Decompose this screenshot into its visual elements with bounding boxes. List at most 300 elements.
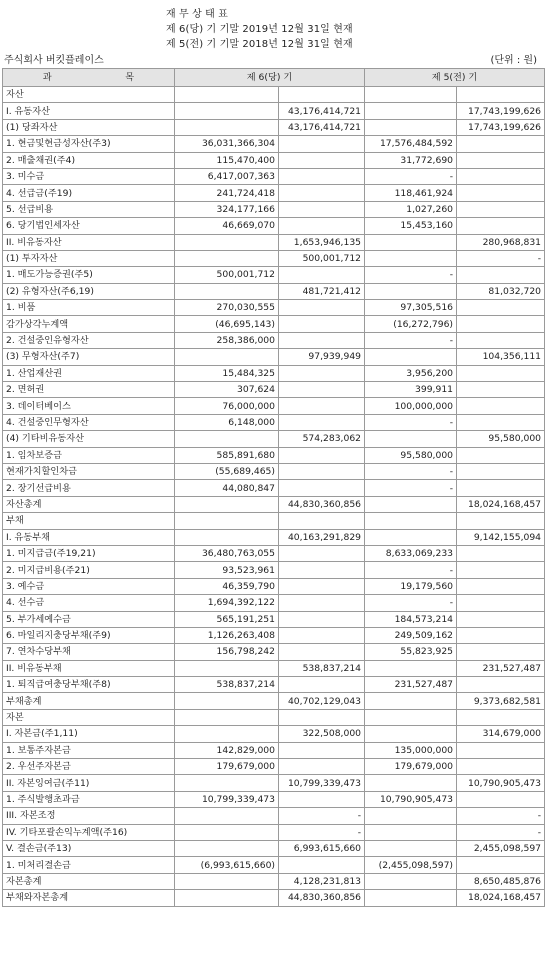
amount-cell-c2 — [279, 316, 365, 332]
current-period-header: 제 6(당) 기 — [175, 69, 365, 87]
account-name: 1. 보통주자본금 — [3, 742, 175, 758]
amount-cell-c3 — [365, 513, 457, 529]
table-row — [3, 824, 545, 840]
amount-cell-c3: 97,305,516 — [365, 300, 457, 316]
amount-cell-c3 — [365, 709, 457, 725]
amount-cell-c3: (16,272,796) — [365, 316, 457, 332]
amount-cell-c1: 156,798,242 — [175, 644, 279, 660]
amount-cell-c2 — [279, 562, 365, 578]
amount-cell-c4 — [457, 709, 545, 725]
amount-cell-c4 — [457, 152, 545, 168]
amount-cell-c1: 10,799,339,473 — [175, 791, 279, 807]
amount-cell-c1 — [175, 349, 279, 365]
table-row — [3, 447, 545, 463]
amount-cell-c3 — [365, 840, 457, 856]
table-row — [3, 677, 545, 693]
amount-cell-c4: 17,743,199,626 — [457, 119, 545, 135]
account-name: 6. 마일리지충당부채(주9) — [3, 627, 175, 643]
amount-cell-c2 — [279, 595, 365, 611]
amount-cell-c4: 8,650,485,876 — [457, 873, 545, 889]
account-name: II. 자본잉여금(주11) — [3, 775, 175, 791]
amount-cell-c2: 6,993,615,660 — [279, 840, 365, 856]
table-row — [3, 365, 545, 381]
amount-cell-c2 — [279, 382, 365, 398]
amount-cell-c2 — [279, 644, 365, 660]
amount-cell-c4 — [457, 578, 545, 594]
amount-cell-c4: 280,968,831 — [457, 234, 545, 250]
subject-header — [3, 69, 175, 87]
table-row — [3, 185, 545, 201]
amount-cell-c4 — [457, 644, 545, 660]
amount-cell-c1: 307,624 — [175, 382, 279, 398]
amount-cell-c4 — [457, 545, 545, 561]
amount-cell-c4: 10,790,905,473 — [457, 775, 545, 791]
table-row — [3, 398, 545, 414]
account-name: 4. 선급금(주19) — [3, 185, 175, 201]
amount-cell-c4 — [457, 300, 545, 316]
table-row — [3, 595, 545, 611]
amount-cell-c4 — [457, 185, 545, 201]
account-name: 2. 미지급비용(주21) — [3, 562, 175, 578]
amount-cell-c4 — [457, 857, 545, 873]
amount-cell-c3 — [365, 349, 457, 365]
table-row — [3, 873, 545, 889]
amount-cell-c2 — [279, 513, 365, 529]
amount-cell-c3: - — [365, 480, 457, 496]
account-name: (3) 무형자산(주7) — [3, 349, 175, 365]
amount-cell-c1 — [175, 726, 279, 742]
statement-title: 재 무 상 태 표 — [166, 9, 228, 20]
amount-cell-c1 — [175, 824, 279, 840]
amount-cell-c4 — [457, 742, 545, 758]
previous-period-line: 제 5(전) 기 기말 2018년 12월 31일 현재 — [166, 39, 353, 50]
table-row — [3, 480, 545, 496]
amount-cell-c2: 44,830,360,856 — [279, 496, 365, 512]
account-name: 4. 건설중인무형자산 — [3, 414, 175, 430]
table-row — [3, 267, 545, 283]
amount-cell-c3 — [365, 283, 457, 299]
table-row — [3, 119, 545, 135]
account-name: 1. 비품 — [3, 300, 175, 316]
amount-cell-c1: 500,001,712 — [175, 267, 279, 283]
amount-cell-c1: 142,829,000 — [175, 742, 279, 758]
amount-cell-c4: 2,455,098,597 — [457, 840, 545, 856]
amount-cell-c1 — [175, 890, 279, 906]
account-name: I. 유동자산 — [3, 103, 175, 119]
amount-cell-c1 — [175, 496, 279, 512]
amount-cell-c2: 40,163,291,829 — [279, 529, 365, 545]
table-row — [3, 496, 545, 512]
amount-cell-c3 — [365, 873, 457, 889]
amount-cell-c3 — [365, 250, 457, 266]
amount-cell-c2 — [279, 300, 365, 316]
amount-cell-c4 — [457, 595, 545, 611]
amount-cell-c4: 95,580,000 — [457, 431, 545, 447]
account-name: II. 비유동자산 — [3, 234, 175, 250]
amount-cell-c3 — [365, 890, 457, 906]
table-row — [3, 529, 545, 545]
amount-cell-c3: - — [365, 562, 457, 578]
amount-cell-c4 — [457, 447, 545, 463]
amount-cell-c2: 44,830,360,856 — [279, 890, 365, 906]
table-row — [3, 382, 545, 398]
amount-cell-c3: 3,956,200 — [365, 365, 457, 381]
amount-cell-c4 — [457, 267, 545, 283]
table-row — [3, 840, 545, 856]
table-row — [3, 136, 545, 152]
amount-cell-c2: 97,939,949 — [279, 349, 365, 365]
amount-cell-c2 — [279, 365, 365, 381]
amount-cell-c2: 322,508,000 — [279, 726, 365, 742]
amount-cell-c3: 95,580,000 — [365, 447, 457, 463]
amount-cell-c3 — [365, 529, 457, 545]
amount-cell-c1 — [175, 250, 279, 266]
amount-cell-c4: 9,142,155,094 — [457, 529, 545, 545]
amount-cell-c4: - — [457, 808, 545, 824]
account-name: 부채와자본총계 — [3, 890, 175, 906]
amount-cell-c2 — [279, 447, 365, 463]
amount-cell-c1: 241,724,418 — [175, 185, 279, 201]
amount-cell-c3 — [365, 103, 457, 119]
amount-cell-c2 — [279, 759, 365, 775]
amount-cell-c1: 93,523,961 — [175, 562, 279, 578]
account-name: (1) 투자자산 — [3, 250, 175, 266]
table-row — [3, 414, 545, 430]
table-row — [3, 578, 545, 594]
table-header-row — [3, 69, 545, 87]
account-name: 3. 예수금 — [3, 578, 175, 594]
amount-cell-c1: (6,993,615,660) — [175, 857, 279, 873]
amount-cell-c3 — [365, 660, 457, 676]
account-name: 1. 산업재산권 — [3, 365, 175, 381]
amount-cell-c1: 538,837,214 — [175, 677, 279, 693]
amount-cell-c4: 81,032,720 — [457, 283, 545, 299]
amount-cell-c1: 15,484,325 — [175, 365, 279, 381]
amount-cell-c4 — [457, 677, 545, 693]
amount-cell-c4 — [457, 513, 545, 529]
amount-cell-c1: 36,031,366,304 — [175, 136, 279, 152]
amount-cell-c1: 324,177,166 — [175, 201, 279, 217]
amount-cell-c3: - — [365, 168, 457, 184]
table-row — [3, 201, 545, 217]
table-row — [3, 742, 545, 758]
amount-cell-c3: 8,633,069,233 — [365, 545, 457, 561]
account-name: (4) 기타비유동자산 — [3, 431, 175, 447]
account-name: 2. 매출채권(주4) — [3, 152, 175, 168]
amount-cell-c2 — [279, 742, 365, 758]
amount-cell-c2: 538,837,214 — [279, 660, 365, 676]
account-name: 자본 — [3, 709, 175, 725]
account-name: 부채 — [3, 513, 175, 529]
account-name: 2. 우선주자본금 — [3, 759, 175, 775]
amount-cell-c4 — [457, 627, 545, 643]
amount-cell-c3: 399,911 — [365, 382, 457, 398]
amount-cell-c2 — [279, 201, 365, 217]
amount-cell-c4 — [457, 316, 545, 332]
previous-period-header: 제 5(전) 기 — [365, 69, 545, 87]
account-name: (1) 당좌자산 — [3, 119, 175, 135]
amount-cell-c1 — [175, 775, 279, 791]
account-name: 2. 면허권 — [3, 382, 175, 398]
account-name: 5. 부가세예수금 — [3, 611, 175, 627]
account-name: 4. 선수금 — [3, 595, 175, 611]
amount-cell-c2 — [279, 709, 365, 725]
amount-cell-c2 — [279, 414, 365, 430]
amount-cell-c1: 1,694,392,122 — [175, 595, 279, 611]
amount-cell-c3: 179,679,000 — [365, 759, 457, 775]
account-name: 7. 연차수당부채 — [3, 644, 175, 660]
account-name: 자본총계 — [3, 873, 175, 889]
current-period-line: 제 6(당) 기 기말 2019년 12월 31일 현재 — [166, 24, 353, 35]
amount-cell-c2: 1,653,946,135 — [279, 234, 365, 250]
account-name: 자산 — [3, 87, 175, 103]
amount-cell-c2: 10,799,339,473 — [279, 775, 365, 791]
account-name: 1. 임차보증금 — [3, 447, 175, 463]
account-name: 5. 선급비용 — [3, 201, 175, 217]
amount-cell-c4: 18,024,168,457 — [457, 890, 545, 906]
amount-cell-c1 — [175, 693, 279, 709]
amount-cell-c3: 10,790,905,473 — [365, 791, 457, 807]
amount-cell-c1: (46,695,143) — [175, 316, 279, 332]
table-row — [3, 693, 545, 709]
amount-cell-c4: 231,527,487 — [457, 660, 545, 676]
table-row — [3, 660, 545, 676]
amount-cell-c1: (55,689,465) — [175, 463, 279, 479]
amount-cell-c3 — [365, 87, 457, 103]
amount-cell-c1: 1,126,263,408 — [175, 627, 279, 643]
amount-cell-c3: 184,573,214 — [365, 611, 457, 627]
amount-cell-c4: - — [457, 250, 545, 266]
amount-cell-c1: 46,359,790 — [175, 578, 279, 594]
amount-cell-c1 — [175, 513, 279, 529]
amount-cell-c1 — [175, 808, 279, 824]
amount-cell-c2 — [279, 185, 365, 201]
table-row — [3, 103, 545, 119]
account-name: III. 자본조정 — [3, 808, 175, 824]
amount-cell-c4 — [457, 759, 545, 775]
amount-cell-c3 — [365, 496, 457, 512]
amount-cell-c4: 9,373,682,581 — [457, 693, 545, 709]
amount-cell-c2 — [279, 480, 365, 496]
table-row — [3, 726, 545, 742]
amount-cell-c2: 481,721,412 — [279, 283, 365, 299]
amount-cell-c4 — [457, 791, 545, 807]
amount-cell-c4 — [457, 136, 545, 152]
amount-cell-c2 — [279, 168, 365, 184]
table-row — [3, 644, 545, 660]
amount-cell-c1: 6,148,000 — [175, 414, 279, 430]
amount-cell-c3 — [365, 824, 457, 840]
amount-cell-c1: 44,080,847 — [175, 480, 279, 496]
unit-label: (단위 : 원) — [490, 55, 537, 66]
amount-cell-c4 — [457, 332, 545, 348]
amount-cell-c2 — [279, 545, 365, 561]
amount-cell-c2: 574,283,062 — [279, 431, 365, 447]
amount-cell-c1 — [175, 529, 279, 545]
account-name: I. 자본금(주1,11) — [3, 726, 175, 742]
account-name: 3. 미수금 — [3, 168, 175, 184]
amount-cell-c1: 565,191,251 — [175, 611, 279, 627]
amount-cell-c4 — [457, 382, 545, 398]
amount-cell-c2: - — [279, 824, 365, 840]
amount-cell-c3 — [365, 775, 457, 791]
amount-cell-c4: 314,679,000 — [457, 726, 545, 742]
amount-cell-c4: 17,743,199,626 — [457, 103, 545, 119]
amount-cell-c4 — [457, 201, 545, 217]
amount-cell-c3: 135,000,000 — [365, 742, 457, 758]
amount-cell-c3: - — [365, 595, 457, 611]
amount-cell-c1: 258,386,000 — [175, 332, 279, 348]
table-row — [3, 152, 545, 168]
amount-cell-c4 — [457, 611, 545, 627]
account-name: II. 비유동부채 — [3, 660, 175, 676]
table-row — [3, 283, 545, 299]
amount-cell-c4: 18,024,168,457 — [457, 496, 545, 512]
amount-cell-c3: - — [365, 414, 457, 430]
amount-cell-c1 — [175, 840, 279, 856]
amount-cell-c3: 118,461,924 — [365, 185, 457, 201]
subject-header-part1: 과 — [42, 72, 52, 83]
table-row — [3, 349, 545, 365]
amount-cell-c3: 100,000,000 — [365, 398, 457, 414]
amount-cell-c1 — [175, 709, 279, 725]
amount-cell-c2: - — [279, 808, 365, 824]
account-name: IV. 기타포괄손익누계액(주16) — [3, 824, 175, 840]
account-name: 감가상각누계액 — [3, 316, 175, 332]
amount-cell-c1: 76,000,000 — [175, 398, 279, 414]
amount-cell-c3: 1,027,260 — [365, 201, 457, 217]
table-row — [3, 808, 545, 824]
amount-cell-c4 — [457, 480, 545, 496]
amount-cell-c3: 17,576,484,592 — [365, 136, 457, 152]
amount-cell-c3: - — [365, 463, 457, 479]
table-row — [3, 709, 545, 725]
amount-cell-c4 — [457, 398, 545, 414]
amount-cell-c2: 4,128,231,813 — [279, 873, 365, 889]
amount-cell-c4: 104,356,111 — [457, 349, 545, 365]
amount-cell-c4 — [457, 414, 545, 430]
account-name: 6. 당기법인세자산 — [3, 218, 175, 234]
amount-cell-c4 — [457, 168, 545, 184]
amount-cell-c2: 43,176,414,721 — [279, 103, 365, 119]
amount-cell-c1 — [175, 431, 279, 447]
amount-cell-c3 — [365, 726, 457, 742]
amount-cell-c3: - — [365, 332, 457, 348]
table-row — [3, 562, 545, 578]
table-row — [3, 431, 545, 447]
account-name: 현재가치할인차금 — [3, 463, 175, 479]
amount-cell-c1 — [175, 873, 279, 889]
table-row — [3, 890, 545, 906]
subject-header-part2: 목 — [125, 72, 135, 83]
amount-cell-c3: 231,527,487 — [365, 677, 457, 693]
account-name: 1. 현금및현금성자산(주3) — [3, 136, 175, 152]
amount-cell-c1: 115,470,400 — [175, 152, 279, 168]
table-row — [3, 545, 545, 561]
table-row — [3, 611, 545, 627]
amount-cell-c3: 55,823,925 — [365, 644, 457, 660]
amount-cell-c2 — [279, 578, 365, 594]
account-name: 2. 장기선급비용 — [3, 480, 175, 496]
amount-cell-c4 — [457, 87, 545, 103]
amount-cell-c3: 15,453,160 — [365, 218, 457, 234]
account-name: 1. 퇴직급여충당부채(주8) — [3, 677, 175, 693]
amount-cell-c3: (2,455,098,597) — [365, 857, 457, 873]
table-row — [3, 759, 545, 775]
table-row — [3, 87, 545, 103]
amount-cell-c2 — [279, 791, 365, 807]
amount-cell-c3 — [365, 234, 457, 250]
amount-cell-c2 — [279, 218, 365, 234]
amount-cell-c1: 179,679,000 — [175, 759, 279, 775]
amount-cell-c2 — [279, 463, 365, 479]
account-name: 1. 미처리결손금 — [3, 857, 175, 873]
statement-heading — [0, 0, 547, 48]
amount-cell-c3: 19,179,560 — [365, 578, 457, 594]
amount-cell-c1 — [175, 87, 279, 103]
table-row — [3, 463, 545, 479]
table-row — [3, 791, 545, 807]
account-name: V. 결손금(주13) — [3, 840, 175, 856]
amount-cell-c3: 31,772,690 — [365, 152, 457, 168]
account-name: 부채총계 — [3, 693, 175, 709]
amount-cell-c1: 46,669,070 — [175, 218, 279, 234]
table-row — [3, 857, 545, 873]
account-name: 3. 데이터베이스 — [3, 398, 175, 414]
amount-cell-c1 — [175, 660, 279, 676]
amount-cell-c4 — [457, 365, 545, 381]
amount-cell-c3: - — [365, 267, 457, 283]
amount-cell-c2 — [279, 611, 365, 627]
amount-cell-c1: 6,417,007,363 — [175, 168, 279, 184]
amount-cell-c2: 500,001,712 — [279, 250, 365, 266]
account-name: 1. 매도가능증권(주5) — [3, 267, 175, 283]
table-row — [3, 250, 545, 266]
amount-cell-c3 — [365, 693, 457, 709]
amount-cell-c3 — [365, 431, 457, 447]
amount-cell-c2 — [279, 332, 365, 348]
amount-cell-c1 — [175, 283, 279, 299]
amount-cell-c2 — [279, 267, 365, 283]
amount-cell-c2 — [279, 627, 365, 643]
table-row — [3, 300, 545, 316]
table-row — [3, 168, 545, 184]
amount-cell-c3: 249,509,162 — [365, 627, 457, 643]
amount-cell-c4 — [457, 562, 545, 578]
table-row — [3, 775, 545, 791]
amount-cell-c2 — [279, 677, 365, 693]
table-row — [3, 234, 545, 250]
balance-sheet-table — [2, 68, 545, 907]
amount-cell-c2: 43,176,414,721 — [279, 119, 365, 135]
account-name: 1. 미지급금(주19,21) — [3, 545, 175, 561]
amount-cell-c2 — [279, 857, 365, 873]
amount-cell-c4 — [457, 218, 545, 234]
amount-cell-c3 — [365, 119, 457, 135]
amount-cell-c1: 36,480,763,055 — [175, 545, 279, 561]
amount-cell-c2 — [279, 152, 365, 168]
amount-cell-c1: 585,891,680 — [175, 447, 279, 463]
table-row — [3, 513, 545, 529]
account-name: 1. 주식발행초과금 — [3, 791, 175, 807]
account-name: I. 유동부채 — [3, 529, 175, 545]
table-row — [3, 218, 545, 234]
amount-cell-c4 — [457, 463, 545, 479]
table-row — [3, 316, 545, 332]
amount-cell-c2 — [279, 136, 365, 152]
amount-cell-c2 — [279, 87, 365, 103]
table-row — [3, 627, 545, 643]
